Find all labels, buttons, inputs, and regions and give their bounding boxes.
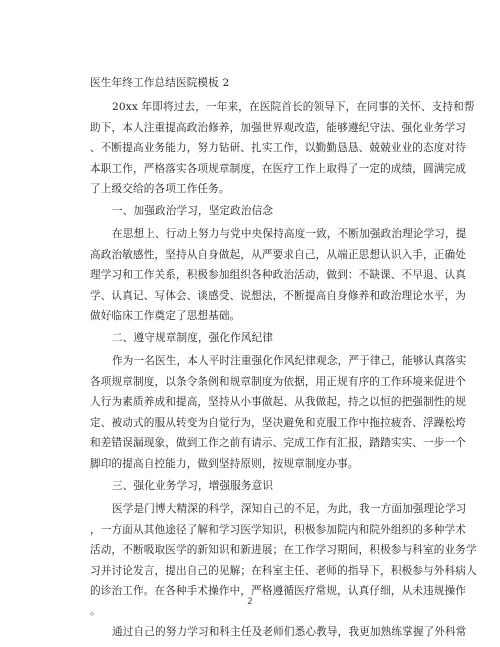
paragraph-line: 学、认真记、写体会、谈感受、说想法，不断提高自身修养和政治理论水平，为 [90, 290, 467, 302]
paragraph-line: 各项规章制度，以条令条例和规章制度为依据，用正规有序的工作环境来促进个 [90, 376, 467, 388]
section-heading: 一、加强政治学习，坚定政治信念 [112, 205, 274, 217]
paragraph-line: 了上级交给的各项工作任务。 [90, 183, 230, 195]
paragraph-line: 本职工作，严格落实各项规章制度，在医疗工作上取得了一定的成绩，圆满完成 [90, 163, 467, 175]
paragraph-line: 的诊治工作。在各种手术操作中，严格遵循医疗常规，认真仔细，从未违规操作 [90, 585, 467, 597]
page-number: 2 [247, 597, 253, 607]
section-heading: 三、强化业务学习，增强服务意识 [112, 480, 274, 492]
paragraph-line: 高政治敏感性，坚持从自身做起，从严要求自己，从端正思想认识入手，正确处 [90, 249, 467, 261]
paragraph-line: 在思想上、行动上努力与党中央保持高度一致，不断加强政治理论学习，提 [112, 228, 467, 240]
paragraph-line: 通过自己的努力学习和科主任及老师们悉心教导，我更加熟练掌握了外科常 [112, 626, 467, 638]
document-title: 医生年终工作总结医院模板 2 [90, 77, 230, 89]
paragraph-line: 作为一名医生，本人平时注重强化作风纪律观念，严于律己，能够认真落实 [112, 355, 467, 367]
paragraph-line: 做好临床工作奠定了思想基础。 [90, 310, 241, 322]
paragraph-line: 助下，本人注重提高政治修养，加强世界观改造，能够遵纪守法、强化业务学习 [90, 122, 467, 134]
paragraph-line: 定、被动式的服从转变为自觉行为，坚决避免和克服工作中拖拉疲沓、浮躁松垮 [90, 417, 467, 429]
paragraph-line: 习并讨论发言，提出自己的见解；在科室主任、老师的指导下，积极参与外科病人 [90, 565, 477, 577]
paragraph-line: 脚印的提高自控能力，做到坚持原则，按规章制度办事。 [90, 458, 359, 470]
section-heading: 二、遵守规章制度，强化作风纪律 [112, 332, 274, 344]
paragraph-line: 人行为素质养成和提高，坚持从小事做起、从我做起，持之以恒的把强制性的规 [90, 396, 467, 408]
paragraph-line: ，一方面从其他途径了解和学习医学知识，积极参加院内和院外组织的多种学术 [90, 524, 467, 536]
paragraph-line: 活动，不断吸取医学的新知识和新进展；在工作学习期间，积极参与科室的业务学 [90, 544, 477, 556]
paragraph-line: 医学是门博大精深的科学，深知自己的不足，为此，我一方面加强理论学习 [112, 503, 467, 515]
paragraph-line: 和差错误漏现象，做到工作之前有请示、完成工作有汇报，踏踏实实、一步一个 [90, 437, 467, 449]
paragraph-line: 理学习和工作关系，积极参加组织各种政治活动，做到：不缺课、不早退、认真 [90, 269, 467, 281]
paragraph-line: 20xx 年即将过去，一年来，在医院首长的领导下，在同事的关怀、支持和帮 [112, 101, 475, 113]
paragraph-line: 、不断提高业务能力，努力钻研、扎实工作，以勤勤恳恳、兢兢业业的态度对待 [90, 142, 467, 154]
paragraph-line: 。 [90, 605, 101, 617]
